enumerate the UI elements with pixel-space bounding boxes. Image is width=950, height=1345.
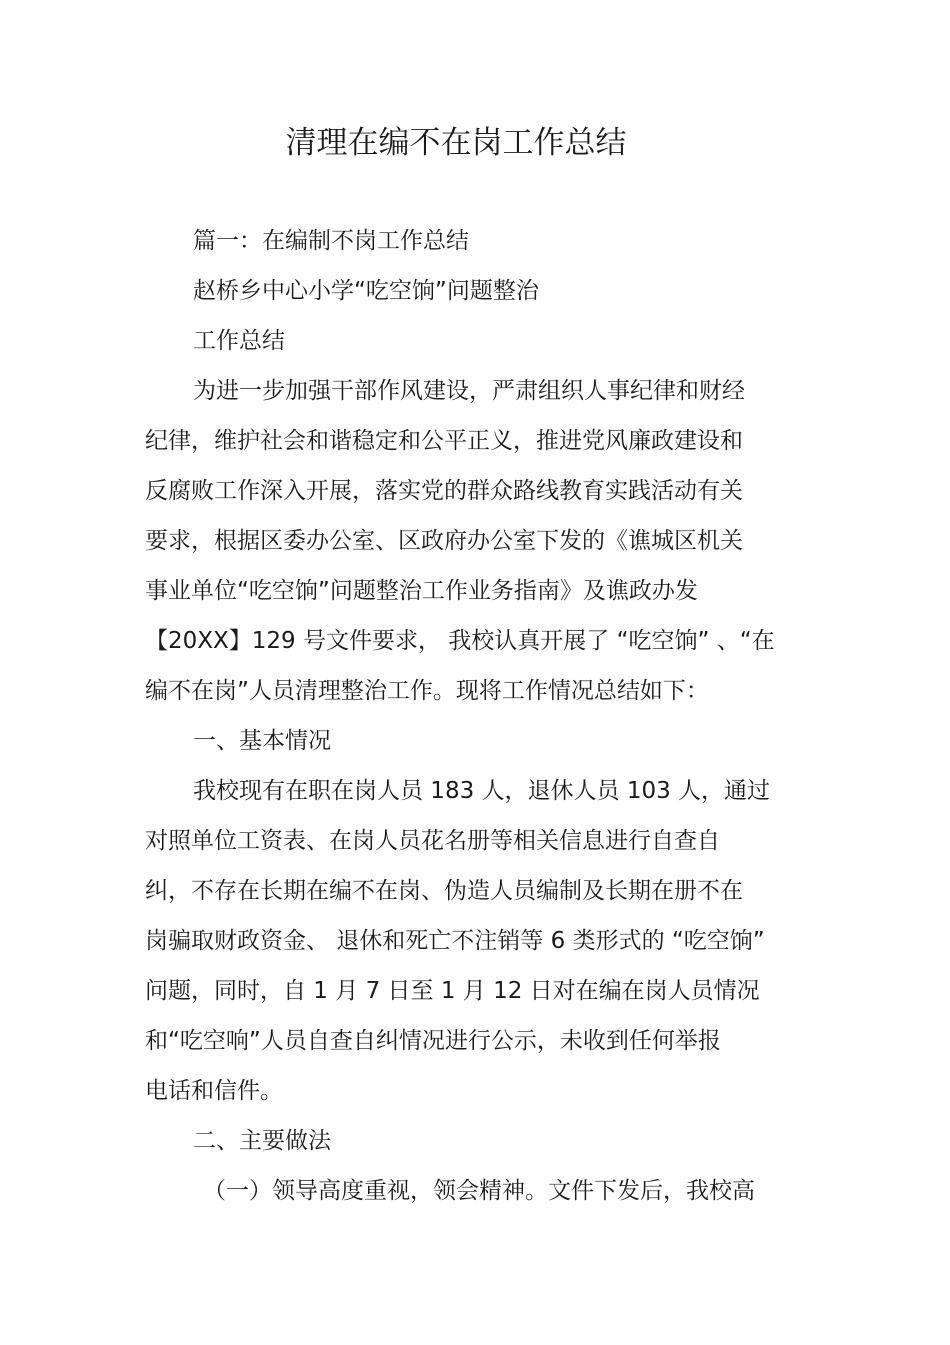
paragraph-intro-line: 要求，根据区委办公室、区政府办公室下发的《谯城区机关 [145, 528, 743, 554]
paragraph-basic-line: 电话和信件。 [145, 1078, 283, 1104]
document-title: 清理在编不在岗工作总结 [285, 125, 627, 161]
paragraph-basic-line: 对照单位工资表、在岗人员花名册等相关信息进行自查自 [145, 828, 720, 854]
report-subtitle-line-1: 赵桥乡中心小学“吃空饷”问题整治 [193, 278, 539, 304]
paragraph-basic-line: 我校现有在职在岗人员 183 人，退休人员 103 人，通过 [193, 778, 771, 804]
paragraph-intro-line: 【20XX】129 号文件要求， 我校认真开展了 “吃空饷” 、“在 [145, 628, 775, 654]
paragraph-intro-line: 编不在岗”人员清理整治工作。现将工作情况总结如下： [145, 678, 709, 704]
paragraph-intro-line: 纪律，维护社会和谐稳定和公平正义，推进党风廉政建设和 [145, 428, 743, 454]
paragraph-practices-line: （一）领导高度重视，领会精神。文件下发后，我校高 [203, 1178, 755, 1204]
section-heading-part-one: 篇一：在编制不岗工作总结 [193, 228, 469, 254]
section-heading-main-practices: 二、主要做法 [193, 1128, 331, 1154]
paragraph-basic-line: 问题，同时，自 1 月 7 日至 1 月 12 日对在编在岗人员情况 [145, 978, 760, 1004]
paragraph-intro-line: 为进一步加强干部作风建设，严肃组织人事纪律和财经 [193, 378, 745, 404]
report-subtitle-line-2: 工作总结 [193, 328, 285, 354]
section-heading-basic-situation: 一、基本情况 [193, 728, 331, 754]
paragraph-intro-line: 事业单位“吃空饷”问题整治工作业务指南》及谯政办发 [145, 578, 698, 604]
paragraph-intro-line: 反腐败工作深入开展，落实党的群众路线教育实践活动有关 [145, 478, 743, 504]
paragraph-basic-line: 岗骗取财政资金、 退休和死亡不注销等 6 类形式的 “吃空饷” [145, 928, 765, 954]
paragraph-basic-line: 纠，不存在长期在编不在岗、伪造人员编制及长期在册不在 [145, 878, 743, 904]
paragraph-basic-line: 和“吃空响”人员自查自纠情况进行公示，未收到任何举报 [145, 1028, 721, 1054]
